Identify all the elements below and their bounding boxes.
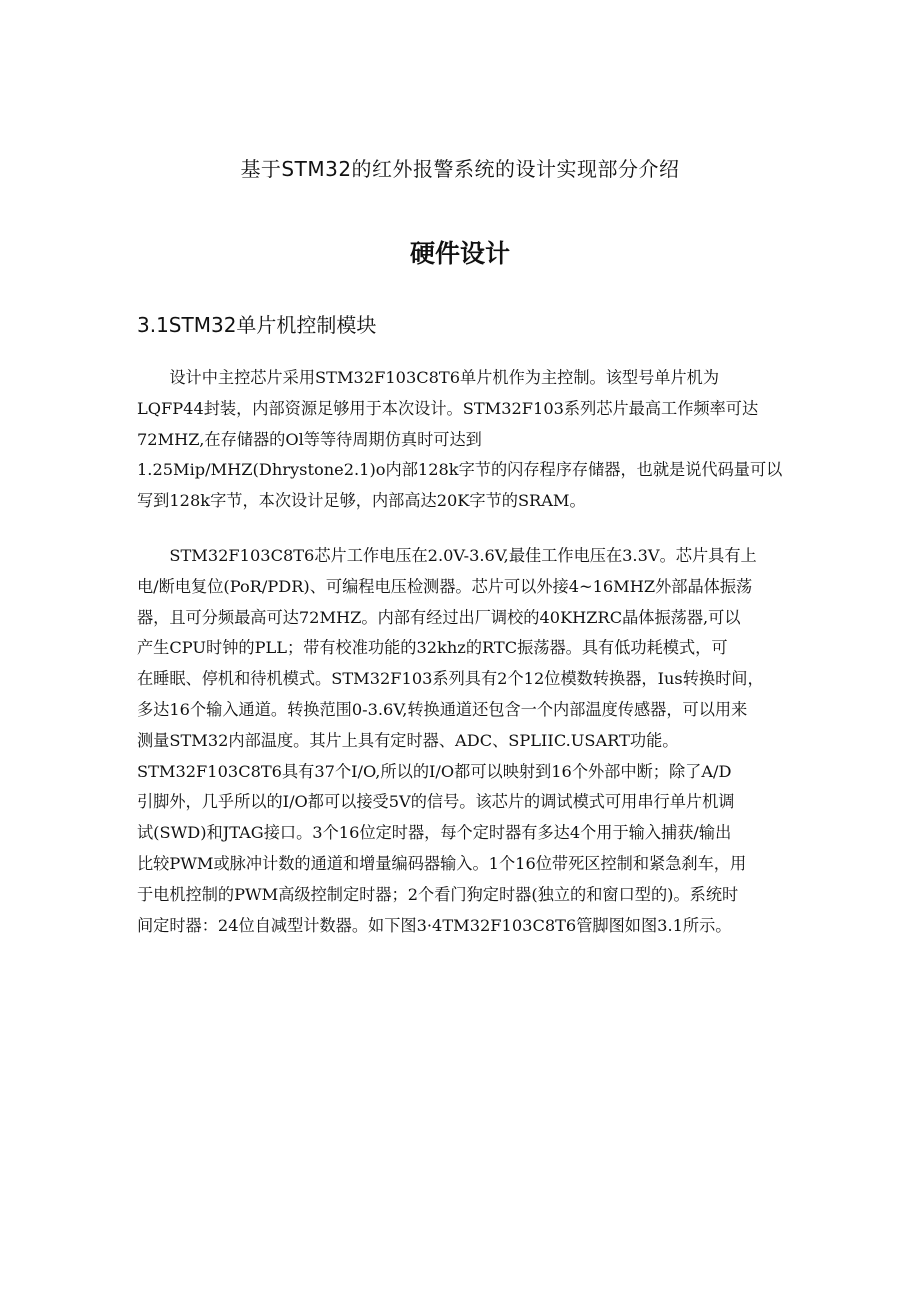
section-title: 3.1STM32单片机控制模块	[137, 313, 377, 337]
paragraph-line: 72MHZ,在存储器的Ol等等待周期仿真时可达到	[137, 429, 482, 449]
paragraph-line: 器，且可分频最高可达72MHZ。内部有经过出厂调校的40KHZRC晶体振荡器,可以	[137, 607, 741, 627]
paragraph-1	[137, 363, 783, 517]
paragraph-line: LQFP44封装，内部资源足够用于本次设计。STM32F103系列芯片最高工作频率可达	[137, 398, 759, 418]
paragraph-line: 产生CPU时钟的PLL；带有校准功能的32khz的RTC振荡器。具有低功耗模式，可	[137, 638, 728, 658]
paragraph-line: 引脚外，几乎所以的I/O都可以接受5V的信号。该芯片的调试模式可用串行单片机调	[137, 792, 735, 812]
document-title: 基于STM32的红外报警系统的设计实现部分介绍	[240, 157, 680, 181]
paragraph-line: STM32F103C8T6芯片工作电压在2.0V-3.6V,最佳工作电压在3.3V。芯片具有上	[137, 546, 757, 565]
paragraph-line: 电/断电复位(PoR/PDR)、可编程电压检测器。芯片可以外接4~16MHZ外部晶体振荡	[137, 576, 753, 596]
paragraph-line: 写到128k字节，本次设计足够，内部高达20K字节的SRAM。	[137, 491, 586, 511]
paragraph-line: 多达16个输入通道。转换范围0-3.6V,转换通道还包含一个内部温度传感器，可以用来	[137, 699, 748, 719]
chapter-title: 硬件设计	[409, 239, 510, 268]
paragraph-line: 在睡眠、停机和待机模式。STM32F103系列具有2个12位模数转换器，Ius转换时间，	[137, 669, 764, 689]
paragraph-line: 间定时器：24位自减型计数器。如下图3·4TM32F103C8T6管脚图如图3.1所示。	[137, 915, 732, 935]
paragraph-line: 测量STM32内部温度。其片上具有定时器、ADC、SPLIIC.USART功能。	[137, 730, 679, 750]
paragraph-line: 比较PWM或脉冲计数的通道和增量编码器输入。1个16位带死区控制和紧急刹车，用	[137, 853, 747, 873]
paragraph-line: 试(SWD)和JTAG接口。3个16位定时器，每个定时器有多达4个用于输入捕获/输出	[137, 823, 732, 843]
paragraph-line: 于电机控制的PWM高级控制定时器；2个看门狗定时器(独立的和窗口型的)。系统时	[137, 884, 739, 904]
paragraph-line: STM32F103C8T6具有37个I/O,所以的I/O都可以映射到16个外部中断；除了A/D	[137, 761, 732, 781]
paragraph-line: 设计中主控芯片采用STM32F103C8T6单片机作为主控制。该型号单片机为	[137, 368, 720, 387]
paragraph-2	[137, 541, 783, 941]
paragraph-line: 1.25Mip/MHZ(Dhrystone2.1)o内部128k字节的闪存程序存储器，也就是说代码量可以	[137, 460, 783, 480]
